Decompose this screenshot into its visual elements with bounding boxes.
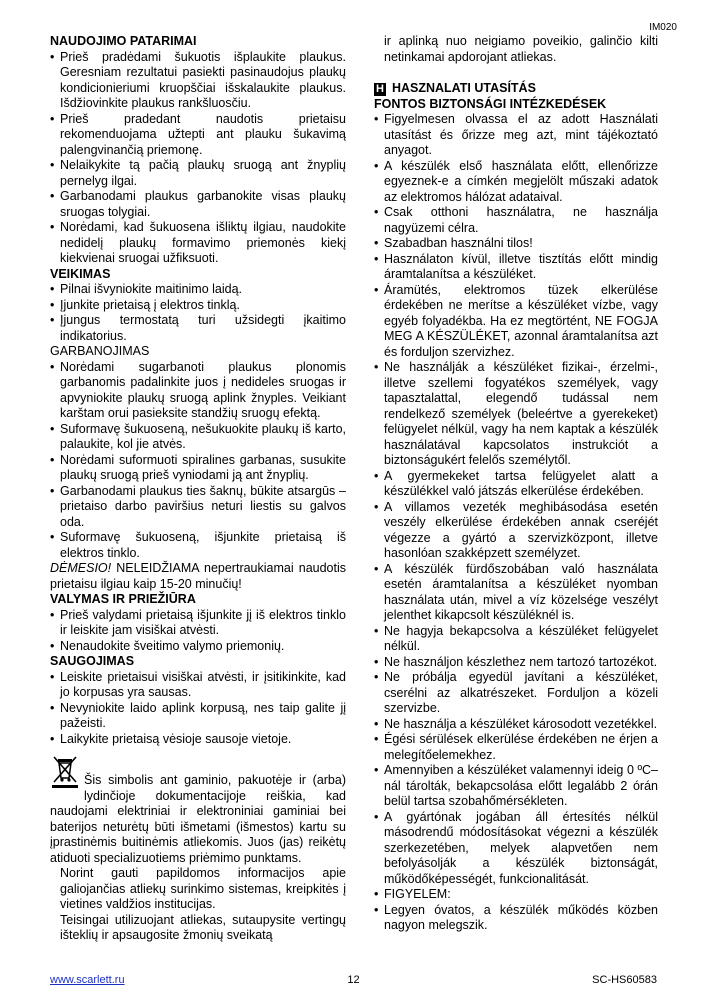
list-item: • Figyelmesen olvassa el az adott Használati utasítást és őrizze meg azt, mint tájékoztató anyagot. xyxy=(374,112,658,159)
operation-list xyxy=(50,282,346,344)
disposal-text: Teisingai utilizuojant atliekas, sutaupysite vertingų išteklių ir apsaugosite žmonių sveikatą xyxy=(60,912,346,942)
safety-list xyxy=(374,112,658,934)
crossed-bin-icon xyxy=(50,753,80,789)
list-item: • Ne használja a készüléket károsodott vezetékkel. xyxy=(374,717,658,733)
list-item: • Ne próbálja egyedül javítani a készüléket, cserélni az alkatrészeket. Forduljon a közeli szervizbe. xyxy=(374,670,658,717)
list-item: • Ne használják a készüléket fizikai-, érzelmi-, illetve szellemi fogyatékos személyek, vagy tapasztalattal, elegendő tudással nem rendelkező személyek (beleértve a gyerekeket) felügyelet nélkül, vagy ha nem kaptak a készülék használatával kapcsolatos instrukciót a biztonságukért felelős személytől. xyxy=(374,360,658,469)
warning-label: DĖMESIO! xyxy=(50,561,112,575)
continuation-text: ir aplinką nuo neigiamo poveikio, galinčio kilti netinkamai apdorojant atliekas. xyxy=(384,34,658,64)
list-item: • Szabadban használni tilos! xyxy=(374,236,658,252)
document-code: IM020 xyxy=(649,22,677,33)
list-item: • Norėdami suformuoti spiralines garbanas, susukite plaukų sruogą prieš vyniodami ją ant žnyplių. xyxy=(50,453,346,484)
website-link[interactable]: www.scarlett.ru xyxy=(50,974,125,986)
list-item: • Nenaudokite šveitimo valymo priemonių. xyxy=(50,639,346,655)
list-item: • Legyen óvatos, a készülék működés közben nagyon melegszik. xyxy=(374,903,658,934)
model-code: SC-HS60583 xyxy=(592,974,657,986)
list-item: • Amennyiben a készüléket valamennyi ideig 0 ºC–nál tárolták, bekapcsolása előtt legalább 2 órán belül tartsa szobahőmérsékleten. xyxy=(374,763,658,810)
page-number: 12 xyxy=(347,974,360,986)
list-item: • Csak otthoni használatra, ne használja nagyüzemi célra. xyxy=(374,205,658,236)
list-item: • Ne hagyja bekapcsolva a készüléket felügyelet nélkül. xyxy=(374,624,658,655)
list-item: • Garbanodami plaukus ties šaknų, būkite atsargūs – prietaiso darbo paviršius neturi liestis su galvos oda. xyxy=(50,484,346,531)
list-item: • Áramütés, elektromos tüzek elkerülése érdekében ne merítse a készüléket vízbe, vagy egyéb folyadékba. Ha ez megtörtént, NE FOGJA MEG A KÉSZÜLÉKET, azonnal áramtalanítsa azt és forduljon szervizhez. xyxy=(374,283,658,361)
list-item: • Įjunkite prietaisą į elektros tinklą. xyxy=(50,298,346,314)
list-item: • A gyártónak jogában áll értesítés nélkül másodrendű módosításokat végezni a készülék szerkezetében, melyek alapvetően nem befolyásolják a készülék biztonságát, működőképességét, funkcionalitását. xyxy=(374,810,658,888)
weee-text: Šis simbolis ant gaminio, pakuotėje ir (arba) lydinčioje dokumentacijoje reiškia, kad naudojami elektriniai ir elektroniniai gaminiai bei baterijos neturėtų būti išmetami (išmestos) kartu su įprastinėmis buitinėmis atliekomis. Juos (jas) reikėtų atiduoti specializuotiems priėmimo punktams. xyxy=(50,773,346,865)
list-item: • Laikykite prietaisą vėsioje sausoje vietoje. xyxy=(50,732,346,748)
list-item: • Pilnai išvyniokite maitinimo laidą. xyxy=(50,282,346,298)
list-item: • Įjungus termostatą turi užsidegti įkaitimo indikatorius. xyxy=(50,313,346,344)
cleaning-title: VALYMAS IR PRIEŽIŪRA xyxy=(50,592,196,606)
list-item: • A készülék fürdőszobában való használata esetén áramtalanítsa a készüléket nyomban használata után, mivel a víz közelsége veszélyt jelenthet kikapcsolt készüléknél is. xyxy=(374,562,658,624)
storage-list xyxy=(50,670,346,748)
weee-notice xyxy=(50,753,346,866)
list-item: • Norėdami sugarbanoti plaukus plonomis garbanomis padalinkite juos į nedideles sruogas ir apvyniokite plaukų sruogą aplink žnyples. Veikiant karštam orui pasieksite standžių sruogų efektą. xyxy=(50,360,346,422)
list-item: • Suformavę šukuoseną, išjunkite prietaisą iš elektros tinklo. xyxy=(50,530,346,561)
tips-title: NAUDOJIMO PATARIMAI xyxy=(50,34,197,48)
language-badge: H xyxy=(376,83,384,95)
list-item: • Használaton kívül, illetve tisztítás előtt mindig áramtalanítsa a készüléket. xyxy=(374,252,658,283)
list-item: • A gyermekeket tartsa felügyelet alatt a készülékkel való játszás elkerülése érdekében. xyxy=(374,469,658,500)
list-item: • Ne használjon készlethez nem tartozó tartozékot. xyxy=(374,655,658,671)
list-item: • A villamos vezeték meghibásodása esetén veszély elkerülése érdekében annak cseréjét végezze a gyártó a szervizközpont, illetve hasonlóan szakképzett személyzet. xyxy=(374,500,658,562)
curling-list xyxy=(50,360,346,562)
list-item: • Nevyniokite laido aplink korpusą, nes taip galite jį pažeisti. xyxy=(50,701,346,732)
list-item: • A készülék első használata előtt, ellenőrizze egyeznek-e a címkén megjelölt műszaki adatok az elektromos hálózat adataival. xyxy=(374,159,658,206)
safety-subtitle: FONTOS BIZTONSÁGI INTÉZKEDÉSEK xyxy=(374,96,607,111)
hungarian-title-text: HASZNALATI UTASÍTÁS xyxy=(391,81,536,95)
tips-list xyxy=(50,50,346,267)
storage-title: SAUGOJIMAS xyxy=(50,654,135,668)
list-item: • Prieš pradėdami šukuotis išplaukite plaukus. Geresniam rezultatui pasiekti pasinaudojus plaukų kondicionieriumi kruopščiai išskalaukite plaukus. Išdžiovinkite plaukus rankšluosčiu. xyxy=(50,50,346,112)
operation-title: VEIKIMAS xyxy=(50,266,111,281)
list-item: • Prieš pradedant naudotis prietaisu rekomenduojama užtepti ant plauku šukavimą palengvinančią priemonę. xyxy=(50,112,346,159)
list-item: • Garbanodami plaukus garbanokite visas plaukų sruogas tolygiai. xyxy=(50,189,346,220)
curling-title: GARBANOJIMAS xyxy=(50,344,150,358)
warning-text: NELEIDŽIAMA nepertraukiamai naudotis prietaisu ilgiau kaip 15-20 minučių! xyxy=(50,561,346,591)
list-item: • Norėdami, kad šukuosena išliktų ilgiau, naudokite nedidelį plaukų formavimo priemonės kiekį kiekvienai sruogai užfiksuoti. xyxy=(50,220,346,267)
left-column xyxy=(50,34,346,944)
list-item: • Nelaikykite tą pačią plaukų sruogą ant žnyplių pernelyg ilgai. xyxy=(50,158,346,189)
warning-note xyxy=(50,561,346,592)
cleaning-list xyxy=(50,608,346,655)
list-item: • Leiskite prietaisui visiškai atvėsti, ir įsitikinkite, kad jo korpusas yra sausas. xyxy=(50,670,346,701)
list-item: • Suformavę šukuoseną, nešukuokite plaukų iš karto, palaukite, kol jie atvės. xyxy=(50,422,346,453)
list-item: • Égési sérülések elkerülése érdekében ne érjen a melegítőelemekhez. xyxy=(374,732,658,763)
hungarian-title xyxy=(374,81,658,97)
list-item: • FIGYELEM: xyxy=(374,887,658,903)
right-column xyxy=(374,34,658,934)
info-text: Norint gauti papildomos informacijos apie galiojančias atliekų surinkimo sistemas, kreipkitės į vietines valdžios institucijas. xyxy=(60,866,346,911)
list-item: • Prieš valydami prietaisą išjunkite jį iš elektros tinklo ir leiskite jam visiškai atvėsti. xyxy=(50,608,346,639)
